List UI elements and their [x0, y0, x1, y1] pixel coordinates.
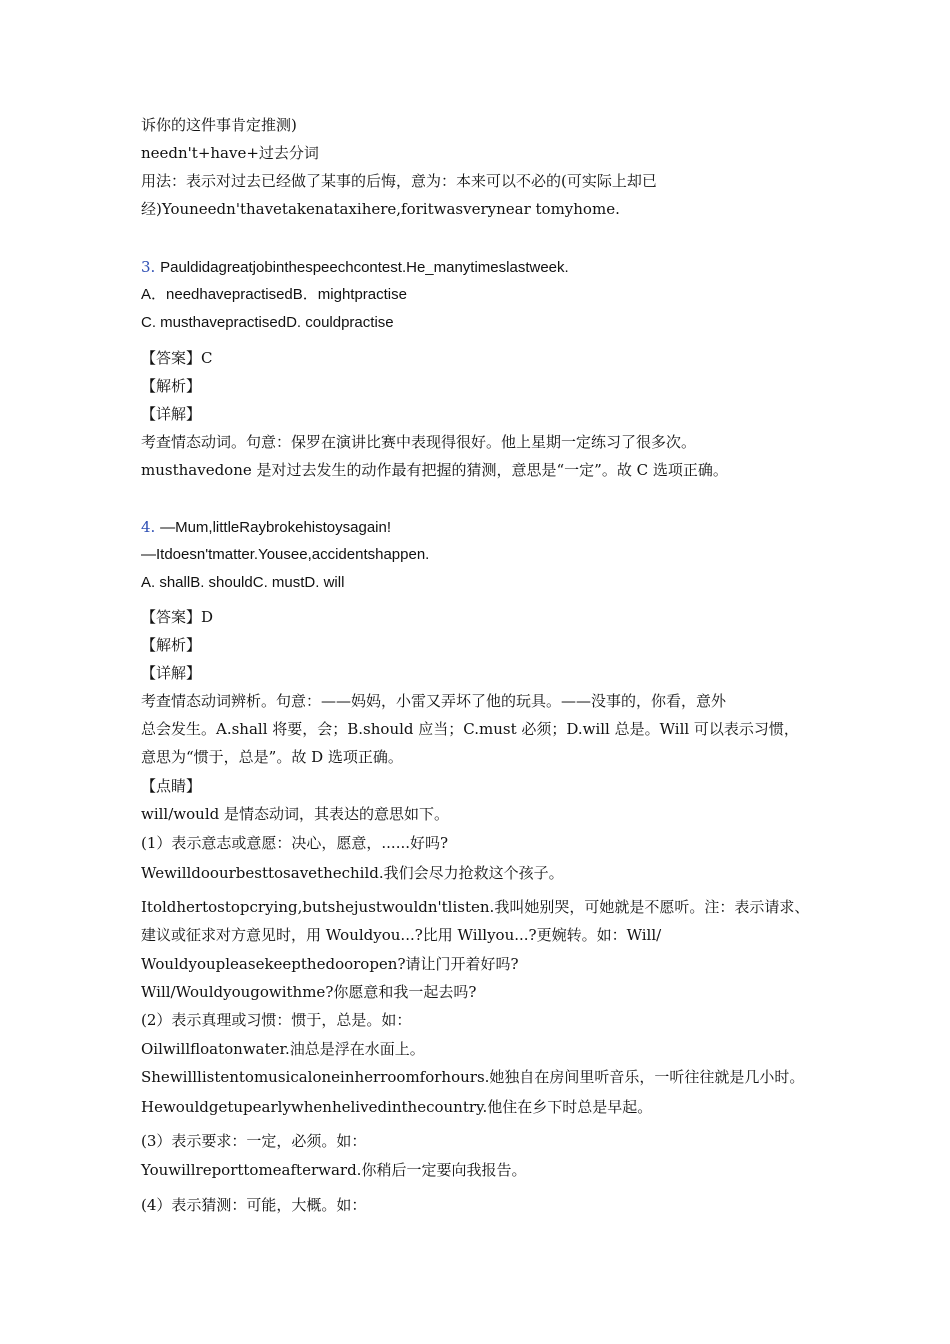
question-3 [141, 257, 569, 278]
note-line: (2）表示真理或习惯：惯于，总是。如： [141, 1011, 412, 1029]
options-line: A. shallB. shouldC. mustD. will [141, 574, 345, 591]
note-line: Hewouldgetupearlywhenhelivedinthecountry.他住在乡下时总是早起。 [141, 1098, 653, 1116]
answer-label: 【答案】D [141, 608, 214, 626]
explanation-line: 总会发生。A.shall 将要，会；B.should 应当；C.must 必须；D.will 总是。Will 可以表示习惯， [141, 720, 799, 738]
explanation-line: 意思为“惯于，总是”。故 D 选项正确。 [141, 748, 403, 766]
note-line: Youwillreporttomeafterward.你稍后一定要向我报告。 [141, 1161, 527, 1179]
answer-label: 【答案】C [141, 349, 213, 367]
note-line: Will/Wouldyougowithme?你愿意和我一起去吗? [141, 983, 477, 1001]
note-line: Itoldhertostopcrying,butshejustwouldn'tlisten.我叫她别哭，可她就是不愿听。注：表示请求、 [141, 898, 810, 916]
analysis-label: 【解析】 [141, 377, 202, 395]
note-line: Shewilllistentomusicaloneinherroomforhours.她独自在房间里听音乐，一听往往就是几小时。 [141, 1068, 805, 1086]
note-label: 【点睛】 [141, 777, 202, 795]
options-line: C. musthavepractisedD. couldpractise [141, 314, 394, 331]
question-stem: Pauldidagreatjobinthespeechcontest.He_manytimeslastweek. [160, 259, 569, 276]
note-line: (4）表示猜测：可能，大概。如： [141, 1196, 367, 1214]
text-line: needn't+have+过去分词 [141, 144, 319, 162]
explanation-line: 考查情态动词。句意：保罗在演讲比赛中表现得很好。他上星期一定练习了很多次。 [141, 433, 697, 451]
note-line: Wewilldoourbesttosavethechild.我们会尽力抢救这个孩子。 [141, 864, 564, 882]
explanation-line: musthavedone 是对过去发生的动作最有把握的猜测，意思是“一定”。故 C 选项正确。 [141, 461, 728, 479]
question-number: 4. [141, 518, 156, 536]
options-line: A．needhavepractisedB．mightpractise [141, 286, 407, 303]
note-line: 建议或征求对方意见时，用 Wouldyou...?比用 Willyou...?更婉转。如：Will/ [141, 926, 662, 944]
detail-label: 【详解】 [141, 405, 202, 423]
dialogue-line: —Itdoesn'tmatter.Yousee,accidentshappen. [141, 546, 430, 563]
detail-label: 【详解】 [141, 664, 202, 682]
note-line: will/would 是情态动词，其表达的意思如下。 [141, 805, 449, 823]
note-line: Wouldyoupleasekeepthedooropen?请让门开着好吗? [141, 955, 519, 973]
text-line: 用法：表示对过去已经做了某事的后悔，意为：本来可以不必的(可实际上却已 [141, 172, 657, 190]
analysis-label: 【解析】 [141, 636, 202, 654]
text-line: 经)Youneedn'thavetakenataxihere,foritwasverynear tomyhome. [141, 200, 620, 218]
note-line: Oilwillfloatonwater.油总是浮在水面上。 [141, 1040, 425, 1058]
question-number: 3. [141, 258, 156, 276]
question-4 [141, 517, 391, 538]
note-line: (3）表示要求：一定，必须。如： [141, 1132, 367, 1150]
question-stem: —Mum,littleRaybrokehistoysagain! [160, 519, 392, 536]
note-line: (1）表示意志或意愿：决心，愿意，......好吗? [141, 834, 449, 852]
text-line: 诉你的这件事肯定推测) [141, 116, 297, 134]
explanation-line: 考查情态动词辨析。句意：——妈妈，小雷又弄坏了他的玩具。——没事的，你看，意外 [141, 692, 727, 710]
